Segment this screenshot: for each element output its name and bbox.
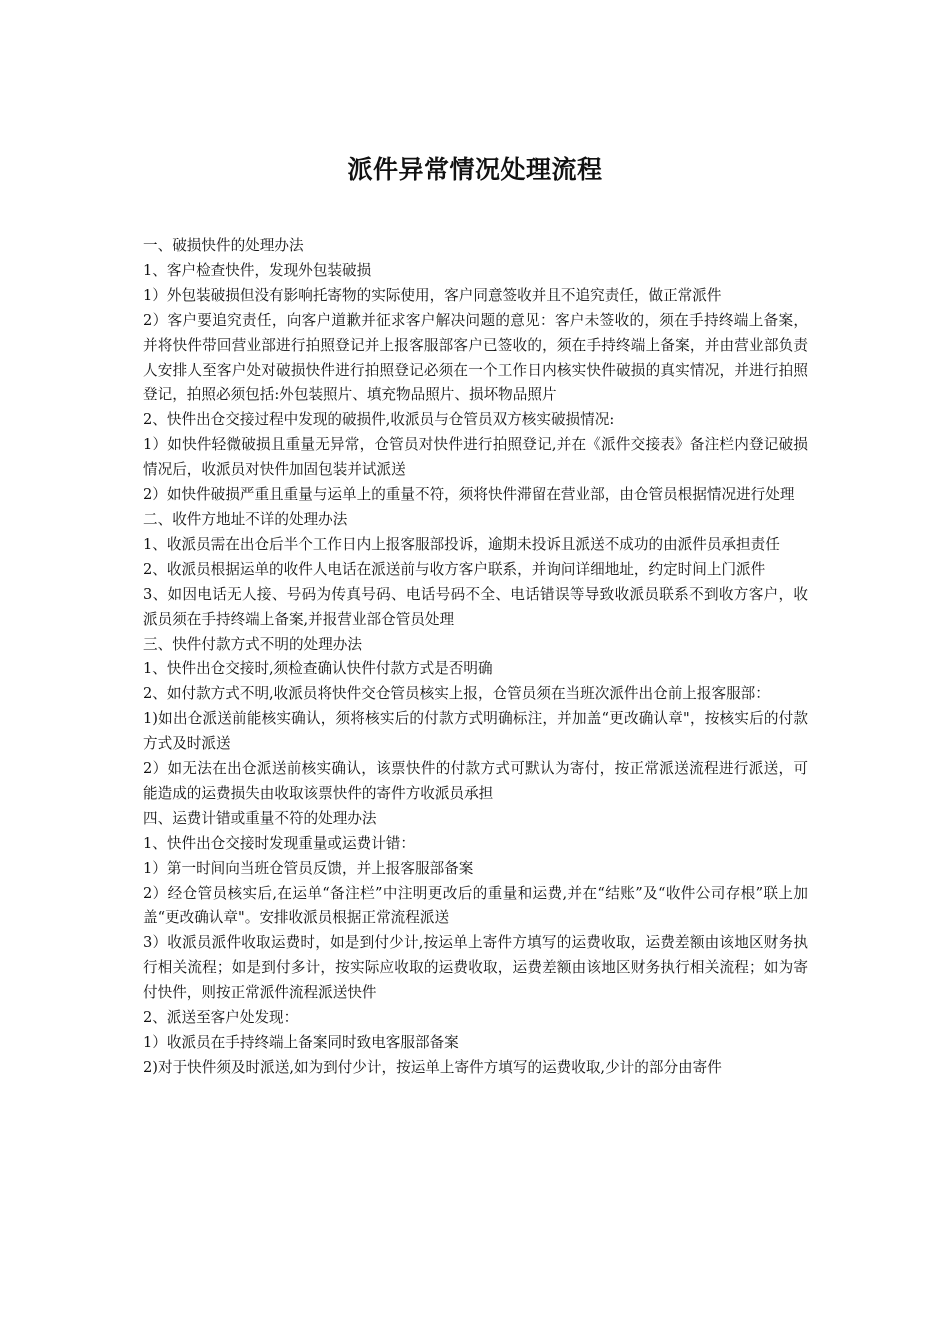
paragraph: 1、快件出仓交接时,须检查确认快件付款方式是否明确 (143, 660, 493, 678)
document-body (143, 234, 808, 1081)
paragraph: 2、收派员根据运单的收件人电话在派送前与收方客户联系，并询问详细地址，约定时间上门派件 (143, 560, 766, 578)
paragraph: 3、如因电话无人接、号码为传真号码、电话号码不全、电话错误等导致收派员联系不到收方客户，收派员须在手持终端上备案,并报营业部仓管员处理 (143, 585, 808, 628)
paragraph: 2）经仓管员核实后,在运单“备注栏”中注明更改后的重量和运费,并在“结账”及“收件公司存根”联上加盖“更改确认章"。安排收派员根据正常流程派送 (143, 884, 808, 927)
paragraph: 2）如无法在出仓派送前核实确认，该票快件的付款方式可默认为寄付，按正常派送流程进行派送，可能造成的运费损失由收取该票快件的寄件方收派员承担 (143, 760, 808, 802)
paragraph: 1、客户检查快件，发现外包装破损 (143, 261, 372, 279)
section-heading: 三、快件付款方式不明的处理办法 (143, 635, 362, 653)
paragraph: 2)对于快件须及时派送,如为到付少计，按运单上寄件方填写的运费收取,少计的部分由寄件 (143, 1058, 722, 1076)
paragraph: 1）收派员在手持终端上备案同时致电客服部备案 (143, 1034, 459, 1051)
paragraph: 1)如出仓派送前能核实确认，须将核实后的付款方式明确标注，并加盖“更改确认章"，按核实后的付款方式及时派送 (143, 710, 808, 753)
paragraph: 1）如快件轻微破损且重量无异常，仓管员对快件进行拍照登记,并在《派件交接表》备注栏内登记破损情况后，收派员对快件加固包装并试派送 (143, 436, 808, 479)
section-heading: 二、收件方地址不详的处理办法 (143, 510, 348, 528)
paragraph: 2）如快件破损严重且重量与运单上的重量不符，须将快件滞留在营业部，由仓管员根据情况进行处理 (143, 486, 795, 504)
paragraph: 2）客户要追究责任，向客户道歉并征求客户解决问题的意见：客户未签收的，须在手持终端上备案，并将快件带回营业部进行拍照登记并上报客服部客户已签收的，须在手持终端上备案，并由营业部负责人安排人至客户处对破损快件进行拍照登记必须在一个工作日内核实快件破损的真实情况，并进行拍照登记，拍照必须包括:外包装照片、填充物品照片、损坏物品照片 (143, 311, 808, 404)
document-title: 派件异常情况处理流程 (347, 155, 603, 184)
paragraph: 1、快件出仓交接时发现重量或运费计错： (143, 834, 415, 852)
paragraph: 1）外包装破损但没有影响托寄物的实际使用，客户同意签收并且不追究责任，做正常派件 (143, 286, 722, 304)
paragraph: 1）第一时间向当班仓管员反馈，并上报客服部备案 (143, 859, 474, 877)
section-heading: 四、运费计错或重量不符的处理办法 (143, 809, 377, 827)
paragraph: 3）收派员派件收取运费时，如是到付少计,按运单上寄件方填写的运费收取，运费差额由该地区财务执行相关流程；如是到付多计，按实际应收取的运费收取，运费差额由该地区财务执行相关流程；如为寄付快件，则按正常派件流程派送快件 (143, 934, 808, 1002)
paragraph: 1、收派员需在出仓后半个工作日内上报客服部投诉，逾期未投诉且派送不成功的由派件员承担责任 (143, 535, 780, 553)
paragraph: 2、快件出仓交接过程中发现的破损件,收派员与仓管员双方核实破损情况: (143, 411, 615, 429)
paragraph: 2、如付款方式不明,收派员将快件交仓管员核实上报，仓管员须在当班次派件出仓前上报客服部： (143, 685, 770, 703)
section-heading: 一、破损快件的处理办法 (143, 237, 304, 254)
paragraph: 2、派送至客户处发现： (143, 1009, 299, 1027)
